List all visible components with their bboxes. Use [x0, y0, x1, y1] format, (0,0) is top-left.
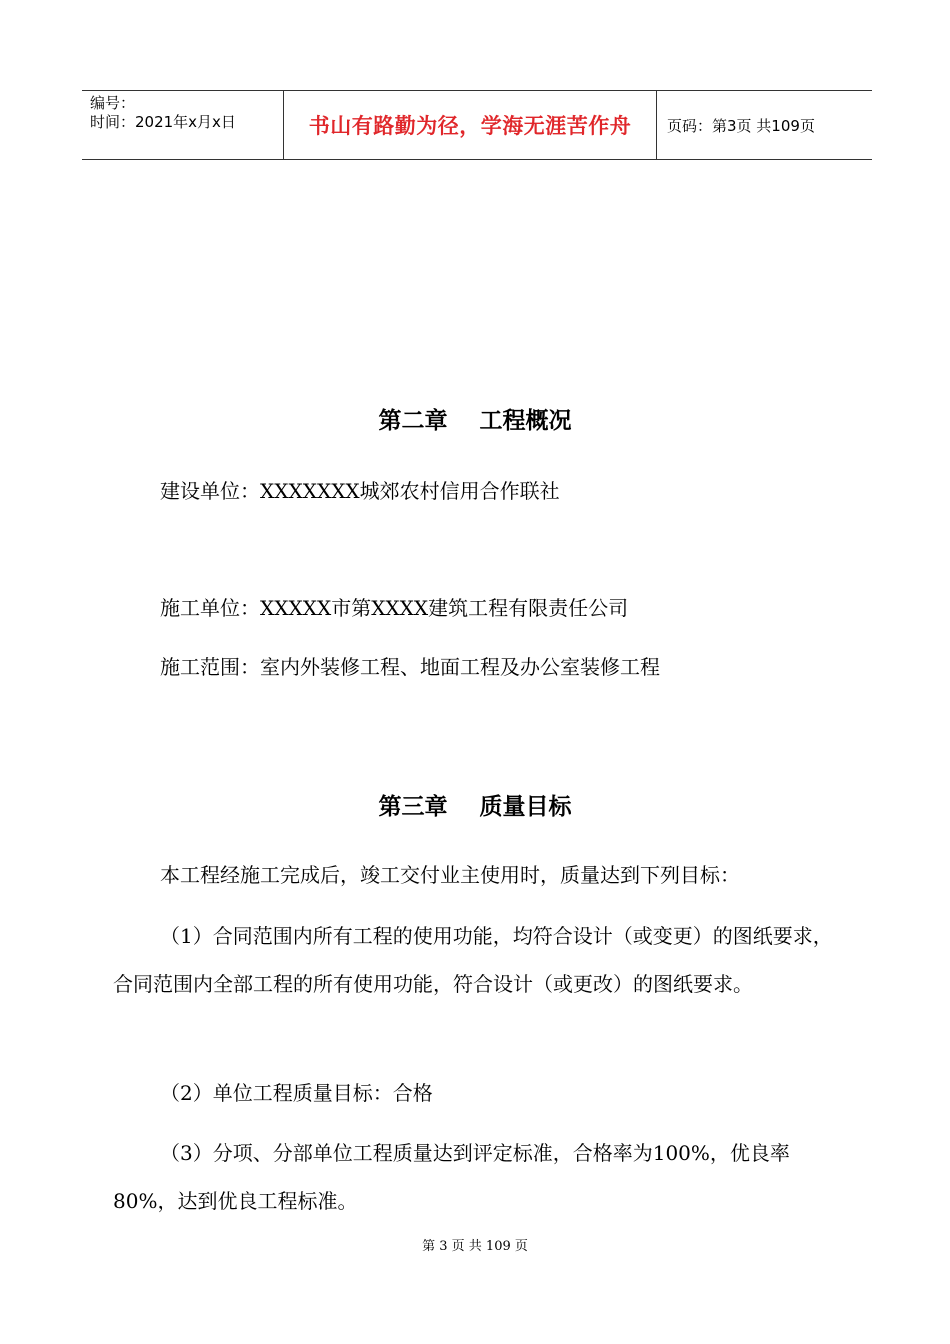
header-meta [82, 91, 284, 159]
quality-item-1: （1）合同范围内所有工程的使用功能，均符合设计（或变更）的图纸要求，合同范围内全部工程的所有使用功能，符合设计（或更改）的图纸要求。 [113, 924, 833, 996]
chapter2-title: 第二章 工程概况 [378, 408, 572, 434]
quality-item-2: （2）单位工程质量目标：合格 [160, 1081, 433, 1105]
time-label: 时间：2021年x月x日 [90, 113, 236, 131]
number-label: 编号： [90, 94, 136, 112]
page-footer: 第 3 页 共 109 页 [422, 1239, 528, 1254]
chapter3-title: 第三章 质量目标 [378, 794, 572, 820]
contractor-line: 施工单位：XXXXX市第XXXX建筑工程有限责任公司 [160, 596, 629, 620]
scope-line: 施工范围：室内外装修工程、地面工程及办公室装修工程 [160, 655, 660, 679]
quality-item-3: （3）分项、分部单位工程质量达到评定标准，合格率为100%，优良率80%，达到优良工程标准。 [113, 1141, 790, 1213]
header-motto: 书山有路勤为径，学海无涯苦作舟 [284, 91, 657, 159]
builder-line: 建设单位：XXXXXXX城郊农村信用合作联社 [160, 479, 560, 503]
page-header [82, 90, 872, 160]
quality-intro: 本工程经施工完成后，竣工交付业主使用时，质量达到下列目标： [160, 863, 740, 887]
header-page-info: 页码：第3页 共109页 [667, 116, 815, 135]
